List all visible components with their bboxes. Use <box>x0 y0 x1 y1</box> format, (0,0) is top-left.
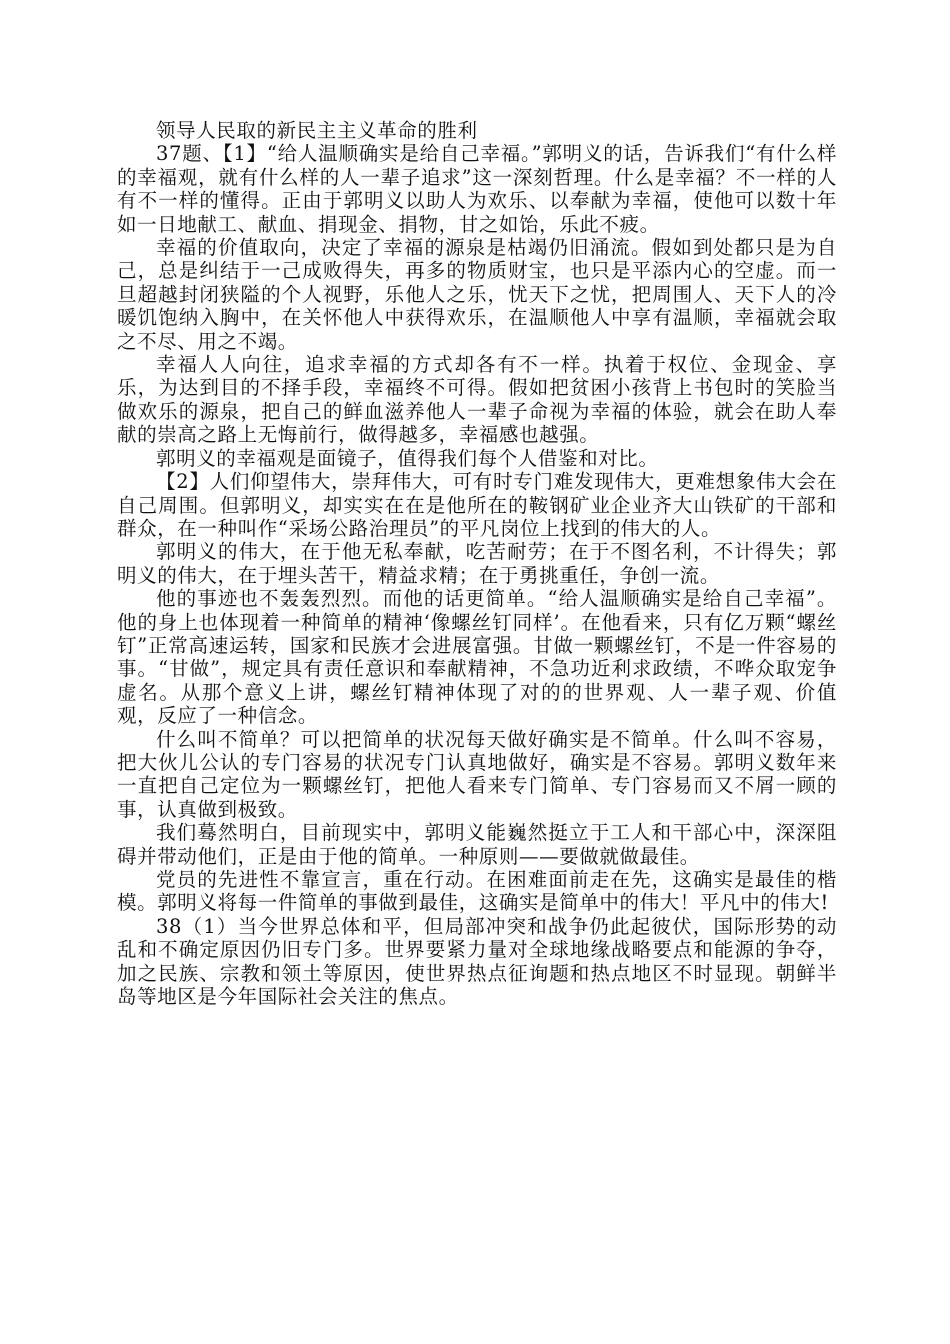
paragraph-happiness-pursuit: 幸福人人向往，追求幸福的方式却各有不一样。执着于权位、金现金、享乐，为达到目的不择手段，幸福终不可得。假如把贫困小孩背上书包时的笑脸当做欢乐的源泉，把自己的鲜血滋养他人一辈子命视为幸福的体验，就会在助人奉献的崇高之路上无悔前行，做得越多，幸福感也越强。 <box>117 353 837 447</box>
paragraph-q37-part1: 37题、【1】“给人温顺确实是给自己幸福。”郭明义的话，告诉我们“有什么样的幸福观，就有什么样的人一辈子追求”这一深刻哲理。什么是幸福？不一样的人有不一样的懂得。正由于郭明义以助人为欢乐、以奉献为幸福，使他可以数十年如一日地献工、献血、捐现金、捐物，甘之如饴，乐此不疲。 <box>117 142 837 236</box>
paragraph-realization: 我们蓦然明白，目前现实中，郭明义能巍然挺立于工人和干部心中，深深阻碍并带动他们，正是由于他的简单。一种原则——要做就做最佳。 <box>117 821 837 868</box>
paragraph-intro-line: 领导人民取的新民主主义革命的胜利 <box>156 119 478 142</box>
paragraph-q37-part2: 【2】人们仰望伟大，崇拜伟大，可有时专门难发现伟大，更难想象伟大会在自己周围。但郭明义，却实实在在是他所在的鞍钢矿业企业齐大山铁矿的干部和群众，在一种叫作“采场公路治理员”的平凡岗位上找到的伟大的人。 <box>117 470 837 540</box>
paragraph-greatness: 郭明义的伟大，在于他无私奉献，吃苦耐劳；在于不图名利，不计得失；郭明义的伟大，在于埋头苦干，精益求精；在于勇挑重任，争创一流。 <box>117 540 837 587</box>
document-body <box>117 119 837 1008</box>
paragraph-happiness-value: 幸福的价值取向，决定了幸福的源泉是枯竭仍旧涌流。假如到处都只是为自己，总是纠结于一己成败得失，再多的物质财宝，也只是平添内心的空虚。而一旦超越封闭狭隘的个人视野，乐他人之乐，忧天下之忧，把周围人、天下人的冷暖饥饱纳入胸中，在关怀他人中获得欢乐，在温顺他人中享有温顺，幸福就会取之不尽、用之不竭。 <box>117 236 837 353</box>
paragraph-not-simple: 什么叫不简单？可以把简单的状况每天做好确实是不简单。什么叫不容易，把大伙儿公认的专门容易的状况专门认真地做好，确实是不容易。郭明义数年来一直把自己定位为一颗螺丝钉，把他人看来专门简单、专门容易而又不屑一顾的事，认真做到极致。 <box>117 727 837 821</box>
paragraph-mirror: 郭明义的幸福观是面镜子，值得我们每个人借鉴和对比。 <box>156 446 659 470</box>
paragraph-screw-spirit: 他的事迹也不轰轰烈烈。而他的话更简单。“给人温顺确实是给自己幸福”。他的身上也体现着一种简单的精神‘像螺丝钉同样’。在他看来，只有亿万颗“螺丝钉”正常高速运转，国家和民族才会进展富强。甘做一颗螺丝钉，不是一件容易的事。“甘做”，规定具有责任意识和奉献精神，不急功近利求政绩，不哗众取宠争虚名。从那个意义上讲，螺丝钉精神体现了对的的世界观、人一辈子观、价值观，反应了一种信念。 <box>117 587 837 728</box>
paragraph-q38-part1: 38（1）当今世界总体和平，但局部冲突和战争仍此起彼伏，国际形势的动乱和不确定原因仍旧专门多。世界要紧力量对全球地缘战略要点和能源的争夺，加之民族、宗教和领土等原因，使世界热点征询题和热点地区不时显现。朝鲜半岛等地区是今年国际社会关注的焦点。 <box>117 914 837 1009</box>
paragraph-party-member: 党员的先进性不靠宣言，重在行动。在困难面前走在先，这确实是最佳的楷模。郭明义将每一件简单的事做到最佳，这确实是简单中的伟大！平凡中的伟大! <box>117 868 837 915</box>
